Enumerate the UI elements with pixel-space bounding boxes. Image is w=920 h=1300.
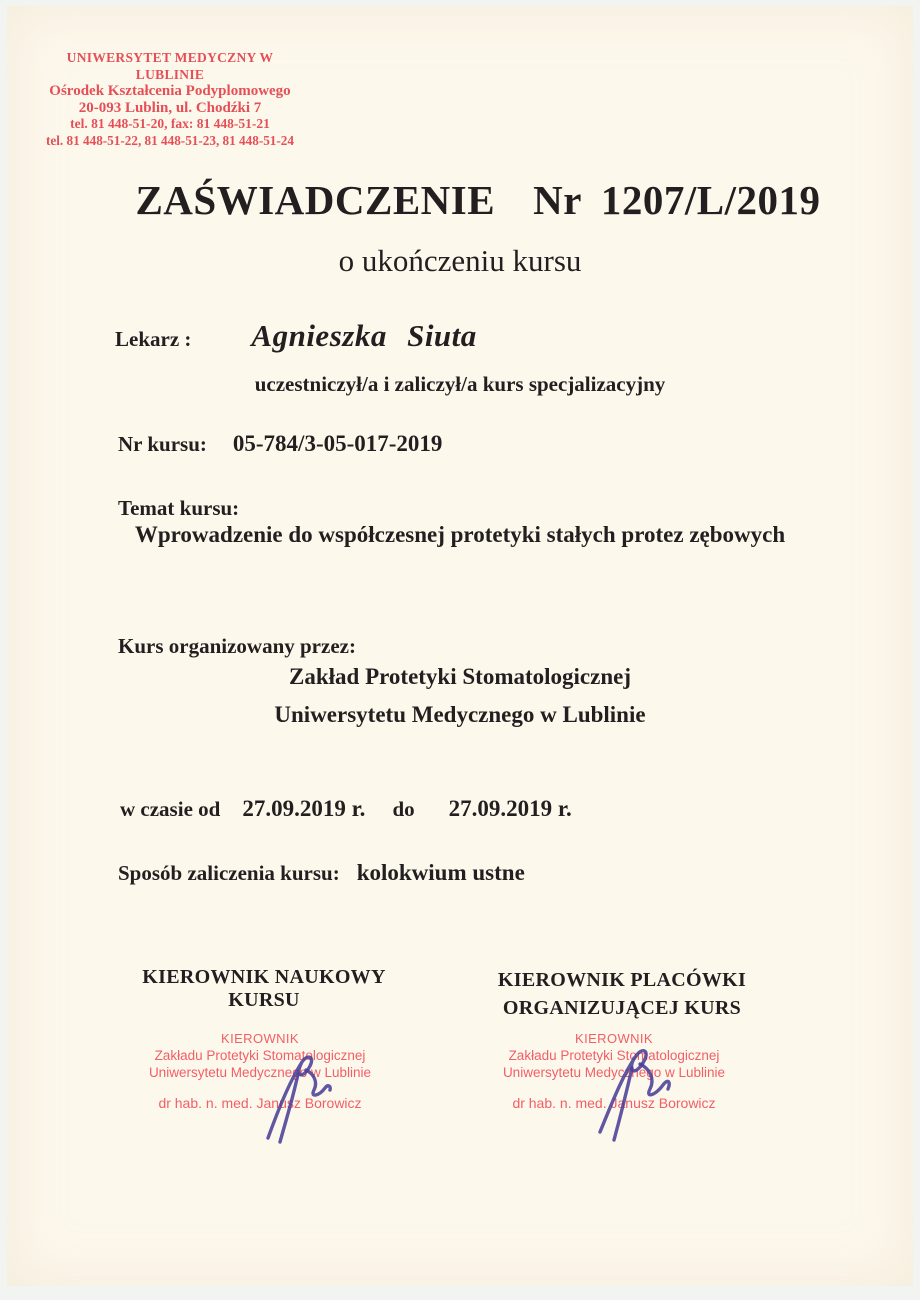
stamp-line-phone-1: tel. 81 448-51-20, fax: 81 448-51-21 — [70, 116, 270, 132]
course-number-row — [118, 431, 442, 457]
participation-text: uczestniczył/a i zaliczył/a kurs specjalizacyjny — [254, 372, 666, 396]
scientific-director-title: KIEROWNIK NAUKOWY KURSU — [142, 966, 386, 1011]
certificate-title-word: ZAŚWIADCZENIE — [135, 177, 496, 223]
kierownik-stamp-title: KIEROWNIK — [221, 1031, 299, 1046]
date-from-value: 27.09.2019 r. — [242, 796, 366, 821]
date-to-value: 27.09.2019 r. — [448, 796, 572, 821]
completion-label: Sposób zaliczenia kursu: — [118, 861, 340, 885]
kierownik-stamp-university: Uniwersytetu Medycznego w Lublinie — [502, 1065, 726, 1080]
stamp-line-center: Ośrodek Kształcenia Podyplomowego — [49, 83, 291, 100]
course-topic-label: Temat kursu: — [118, 496, 240, 520]
facility-director-title-line-1: KIEROWNIK PLACÓWKI — [497, 969, 747, 991]
kierownik-stamp-name: dr hab. n. med. Janusz Borowicz — [158, 1095, 362, 1111]
course-dates-row — [120, 796, 572, 822]
facility-director-title-line-2: ORGANIZUJĄCEJ KURS — [502, 997, 742, 1019]
stamp-line-address: 20-093 Lublin, ul. Chodźki 7 — [78, 99, 262, 116]
organizer-line-1: Zakład Protetyki Stomatologicznej — [289, 664, 631, 689]
handwritten-signature-right — [570, 1042, 710, 1142]
kierownik-stamp-department: Zakładu Protetyki Stomatologicznej — [154, 1048, 366, 1063]
kierownik-stamp-department: Zakładu Protetyki Stomatologicznej — [508, 1048, 720, 1063]
doctor-name: Agnieszka Siuta — [251, 318, 477, 353]
certificate-number: Nr 1207/L/2019 — [533, 177, 821, 223]
kierownik-stamp-name: dr hab. n. med. Janusz Borowicz — [512, 1095, 716, 1111]
organizer-line-2: Uniwersytetu Medycznego w Lublinie — [274, 702, 646, 727]
date-to-label: do — [392, 797, 415, 821]
doctor-label: Lekarz : — [115, 327, 192, 351]
course-topic-value: Wprowadzenie do współczesnej protetyki stałych protez zębowych — [134, 522, 786, 547]
kierownik-stamp-title: KIEROWNIK — [575, 1031, 653, 1046]
doctor-row — [115, 318, 477, 354]
certificate-title — [0, 176, 920, 224]
course-number-value: 05-784/3-05-017-2019 — [232, 431, 443, 456]
facility-director-title — [478, 966, 766, 1022]
kierownik-stamp-university: Uniwersytetu Medycznego w Lublinie — [148, 1065, 372, 1080]
completion-row — [118, 860, 525, 886]
course-number-label: Nr kursu: — [118, 432, 207, 456]
certificate-subtitle: o ukończeniu kursu — [338, 243, 582, 278]
completion-value: kolokwium ustne — [356, 860, 525, 885]
stamp-line-phone-2: tel. 81 448-51-22, 81 448-51-23, 81 448-51-24 — [46, 132, 294, 148]
organizer-label: Kurs organizowany przez: — [118, 634, 356, 658]
handwritten-signature-left — [240, 1046, 370, 1146]
stamp-line-university: UNIWERSYTET MEDYCZNY W LUBLINIE — [66, 50, 274, 82]
university-stamp — [38, 50, 302, 150]
date-from-label: w czasie od — [120, 797, 221, 821]
